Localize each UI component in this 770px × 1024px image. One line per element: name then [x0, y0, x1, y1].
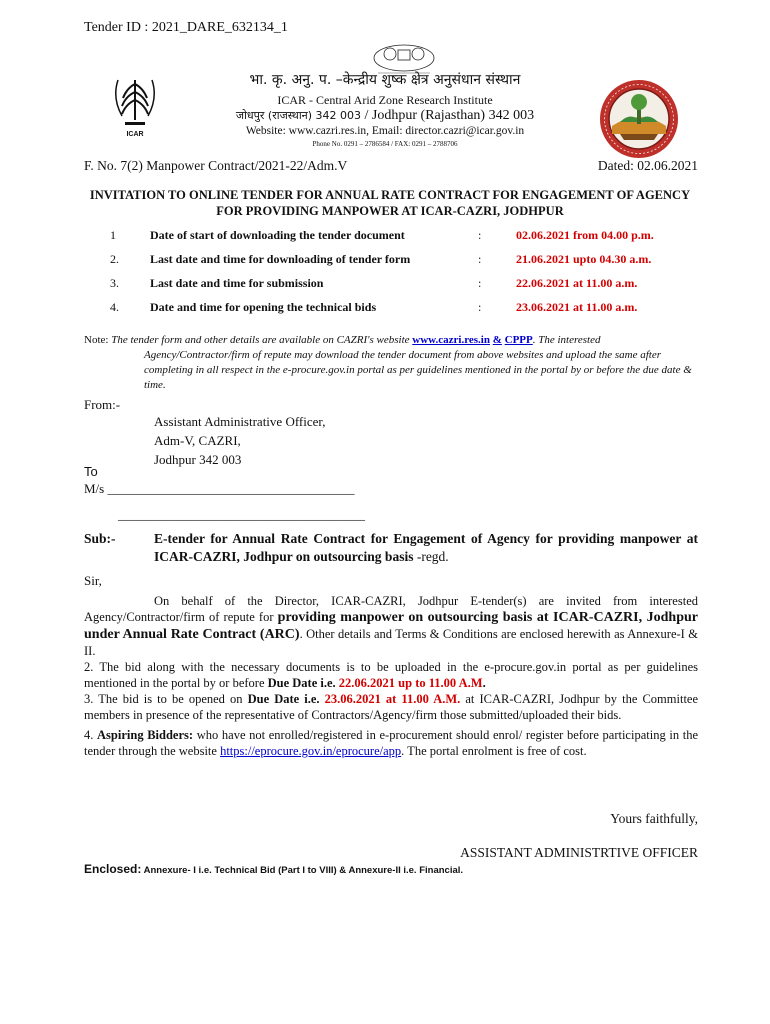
schedule-value: 02.06.2021 from 04.00 p.m.: [516, 227, 654, 242]
enclosed-colon: :: [137, 862, 142, 876]
body-text: . The portal enrolment is free of cost.: [401, 744, 587, 758]
body-emphasis: providing manpower on outsourcing basis at ICAR-CAZRI, Jodhpur under Annual Rate Contract (ARC): [84, 610, 698, 642]
table-row: [110, 271, 654, 295]
body-text: 4.: [84, 728, 98, 742]
body-paragraph-4: [84, 727, 698, 759]
note-text-1: The tender form and other details are available on CAZRI's website: [111, 334, 410, 346]
tender-id: Tender ID : 2021_DARE_632134_1: [84, 20, 288, 35]
from-label: From:-: [84, 397, 121, 412]
phone-fax: Phone No. 0291 – 2786584 / FAX: 0291 – 2788706: [312, 140, 458, 148]
from-line: Jodhpur 342 003: [154, 452, 242, 467]
schedule-colon: :: [478, 299, 482, 314]
body-text: at ICAR-CAZRI, Jodhpur by the Committee members in presence of the representative of Contractors/Agency/firm those submitted/uploaded their bids.: [84, 692, 699, 722]
body-text: .: [482, 676, 486, 690]
enclosures: [84, 862, 463, 876]
body-text: who have not enrolled/registered in e-procurement should enrol/ register before participating in the tender through the website: [84, 728, 698, 758]
eprocure-link[interactable]: https://eprocure.gov.in/eprocure/app: [220, 744, 402, 758]
tender-schedule-table: [110, 223, 654, 319]
institute-address: [0, 108, 770, 124]
schedule-colon: :: [478, 251, 482, 266]
schedule-desc: Date of start of downloading the tender document: [150, 227, 405, 242]
schedule-colon: :: [478, 227, 482, 242]
schedule-value: 23.06.2021 at 11.00 a.m.: [516, 299, 638, 314]
schedule-num: 4.: [110, 299, 119, 314]
institute-name: ICAR - Central Arid Zone Research Institute: [277, 93, 493, 107]
aspiring-bidders-label: Aspiring Bidders:: [97, 728, 194, 742]
schedule-desc: Date and time for opening the technical bids: [150, 299, 377, 314]
schedule-desc: Last date and time for downloading of tender form: [150, 251, 411, 266]
body-text: . Other details and Terms & Conditions are enclosed herewith as Annexure-I & II.: [84, 627, 698, 658]
submission-due-date: 22.06.2021 up to 11.00 A.M: [338, 676, 483, 690]
closing-yours: Yours faithfully,: [610, 811, 698, 826]
note-text-2: . The interested Agency/Contractor/firm of repute may download the tender document from above websites and upload the same after completing in all respect in the e-procure.gov.in portal as per guidelines mentioned in the portal by or before the due date & time.: [144, 334, 692, 391]
due-date-label: Due Date i.e.: [267, 676, 336, 690]
schedule-value: 22.06.2021 at 11.00 a.m.: [516, 275, 638, 290]
addressee-line-2: ______________________________________: [118, 507, 365, 522]
body-text: On behalf of the Director, ICAR-CAZRI, Jodhpur E-tender(s) are invited from interested Agency/Contractor/firm of repute for: [84, 594, 698, 624]
icar-logo-text: ICAR: [126, 131, 144, 138]
document-heading: INVITATION TO ONLINE TENDER FOR ANNUAL RATE CONTRACT FOR ENGAGEMENT OF AGENCY FOR PROVIDING MANPOWER AT ICAR-CAZRI, JODHPUR: [89, 188, 691, 218]
address-hindi: जोधपुर (राजस्थान) 342 003: [235, 109, 362, 122]
addressee-line: M/s ______________________________________: [84, 481, 355, 496]
body-text: 3. The bid is to be opened on: [84, 692, 248, 706]
institute-name-hindi: भा. कृ. अनु. प. –केन्द्रीय शुष्क क्षेत्र अनुसंधान संस्थान: [249, 72, 521, 88]
document-date: Dated: 02.06.2021: [597, 158, 698, 173]
address-english: / Jodhpur (Rajasthan) 342 003: [364, 108, 535, 123]
opening-due-date: 23.06.2021 at 11.00 A.M.: [324, 692, 461, 706]
cazri-website-link[interactable]: www.cazri.res.in: [412, 334, 490, 346]
table-row: [110, 223, 654, 247]
letter-body: [84, 593, 698, 759]
schedule-desc: Last date and time for submission: [150, 275, 324, 290]
signatory-title: ASSISTANT ADMINISTRTIVE OFFICER: [460, 845, 698, 860]
note-ampersand: &: [492, 334, 502, 346]
body-paragraph-3: [84, 691, 698, 723]
from-line: Adm-V, CAZRI,: [154, 433, 241, 448]
from-address: [154, 412, 325, 469]
enclosed-text: Annexure- I i.e. Technical Bid (Part I to VIII) & Annexure-II i.e. Financial.: [141, 865, 464, 876]
body-paragraph-1: [84, 593, 698, 659]
cppp-link[interactable]: CPPP: [504, 334, 533, 346]
schedule-num: 2.: [110, 251, 119, 266]
to-label: To: [84, 464, 98, 479]
table-row: [110, 247, 654, 271]
note-paragraph: [84, 333, 698, 393]
subject-label: Sub:-: [84, 531, 116, 546]
schedule-value: 21.06.2021 upto 04.30 a.m.: [516, 251, 652, 266]
subject: [84, 530, 698, 566]
schedule-colon: :: [478, 275, 482, 290]
enclosed-label: Enclosed: [84, 862, 138, 876]
salutation: Sir,: [84, 573, 102, 588]
body-text: 2. The bid along with the necessary documents is to be uploaded in the e-procure.gov.in portal as per guidelines mentioned in the portal by or before: [84, 660, 698, 690]
subject-text: E-tender for Annual Rate Contract for Engagement of Agency for providing manpower at ICAR-CAZRI, Jodhpur on outsourcing basis: [154, 531, 698, 564]
schedule-num: 1: [110, 227, 116, 242]
note-label: Note:: [84, 334, 109, 346]
body-paragraph-2: [84, 659, 698, 691]
website-email: Website: www.cazri.res.in, Email: director.cazri@icar.gov.in: [245, 125, 525, 137]
subject-suffix: -regd.: [413, 549, 449, 564]
table-row: [110, 295, 654, 319]
schedule-num: 3.: [110, 275, 119, 290]
due-date-label: Due Date i.e.: [247, 692, 320, 706]
file-number: F. No. 7(2) Manpower Contract/2021-22/Adm.V: [84, 158, 348, 173]
from-line: Assistant Administrative Officer,: [154, 414, 326, 429]
